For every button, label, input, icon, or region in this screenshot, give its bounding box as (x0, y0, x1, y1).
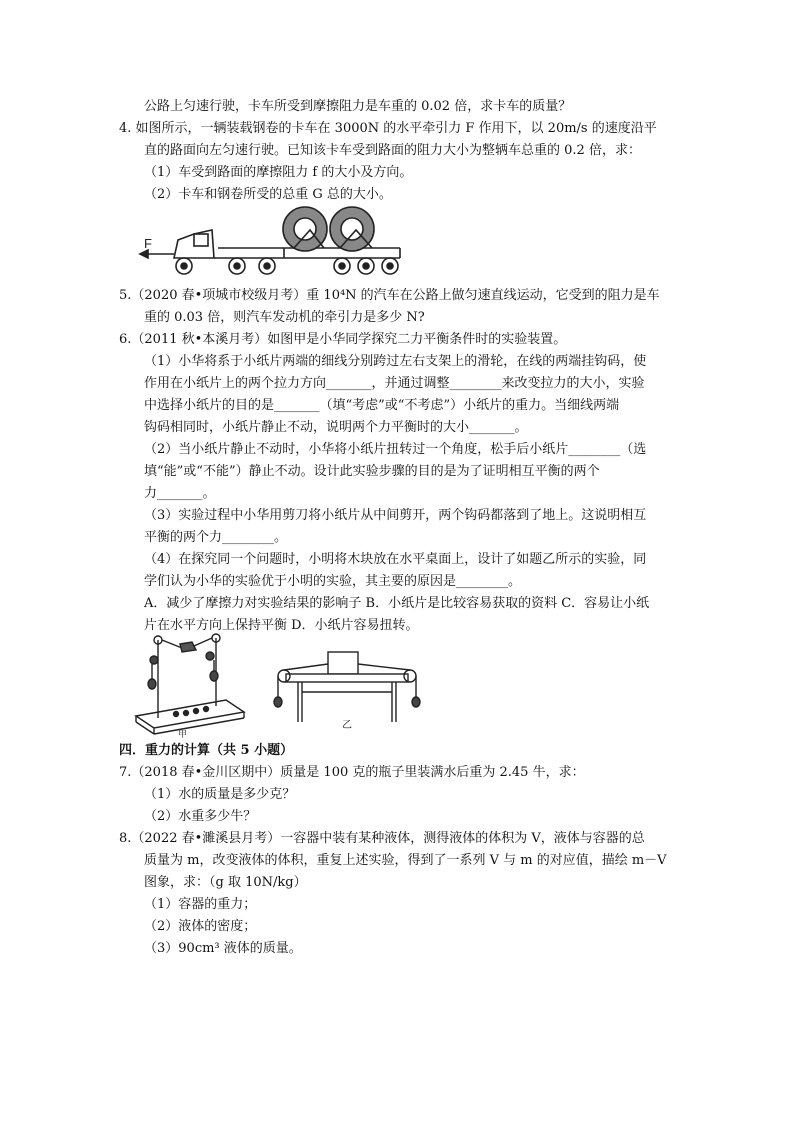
subquestion-line: （2）当小纸片静止不动时，小华将小纸片扭转过一个角度，松手后小纸片________（选 (144, 442, 647, 457)
subquestion-line: （2）液体的密度； (144, 919, 257, 934)
subquestion-line: （2）卡车和钢卷所受的总重 G 总的大小。 (144, 187, 392, 202)
text-line: 平衡的两个力________。 (144, 530, 288, 545)
question-4-line: 4. 如图所示，一辆装载钢卷的卡车在 3000N 的水平牵引力 F 作用下，以 20m/s 的速度沿平 (119, 121, 657, 136)
text-line: 图象，求：（g 取 10N/kg） (144, 875, 307, 890)
subquestion-line: （3）实验过程中小华用剪刀将小纸片从中间剪开，两个钩码都落到了地上。这说明相互 (144, 508, 647, 523)
subquestion-line: （1）容器的重力； (144, 897, 257, 912)
question-8-line: 8.（2022 春•濉溪县月考）一容器中装有某种液体，测得液体的体积为 V，液体与容器的总 (119, 831, 645, 846)
options-line: A．减少了摩擦力对实验结果的影响子 B．小纸片是比较容易获取的资料 C．容易让小纸 (144, 596, 650, 611)
text-line: 中选择小纸片的目的是_______（填“考虑”或“不考虑”）小纸片的重力。当细线两端 (144, 398, 620, 413)
subquestion-line: （1）小华将系于小纸片两端的细线分别跨过左右支架上的滑轮，在线的两端挂钩码，使 (144, 354, 647, 369)
subquestion-line: （3）90cm³ 液体的质量。 (144, 941, 302, 956)
section-heading: 四．重力的计算（共 5 小题） (119, 743, 294, 758)
question-5-line: 5.（2020 春•项城市校级月考）重 10⁴N 的汽车在公路上做匀速直线运动，它受到的阻力是车 (119, 288, 660, 303)
text-line: 力_______。 (144, 486, 216, 501)
subquestion-line: （1）水的质量是多少克？ (144, 787, 296, 802)
figure-yi-label: 乙 (342, 720, 352, 730)
figure-yi-apparatus (272, 640, 422, 730)
text-line: 作用在小纸片上的两个拉力方向_______，并通过调整________来改变拉力的大小，实验 (144, 376, 645, 391)
question-6-line: 6.（2011 秋•本溪月考）如图甲是小华同学探究二力平衡条件时的实验装置。 (119, 332, 567, 347)
text-line: 直的路面向左匀速行驶。已知该卡车受到路面的阻力大小为整辆车总重的 0.2 倍，求： (144, 143, 641, 158)
text-line: 学们认为小华的实验优于小明的实验，其主要的原因是________。 (144, 574, 522, 589)
text-line: 重的 0.03 倍，则汽车发动机的牵引力是多少 N? (144, 310, 425, 325)
text-line: 钩码相同时，小纸片静止不动，说明两个力平衡时的大小_______。 (144, 420, 528, 435)
truck-figure (134, 204, 414, 284)
subquestion-line: （2）水重多少牛？ (144, 809, 257, 824)
figure-jia-apparatus (130, 626, 250, 738)
text-line: 质量为 m，改变液体的体积，重复上述实验，得到了一系列 V 与 m 的对应值，描绘 m－V (144, 853, 667, 868)
text-line: 填“能”或“不能”）静止不动。设计此实验步骤的目的是为了证明相互平衡的两个 (144, 464, 600, 479)
subquestion-line: （1）车受到路面的摩擦阻力 f 的大小及方向。 (144, 165, 413, 180)
subquestion-line: （4）在探究同一个问题时，小明将木块放在水平桌面上，设计了如题乙所示的实验，同 (144, 552, 647, 567)
options-line: 片在水平方向上保持平衡 D．小纸片容易扭转。 (144, 618, 419, 633)
figure-jia-label: 甲 (178, 730, 188, 738)
force-label: F (144, 236, 152, 251)
text-line: 公路上匀速行驶，卡车所受到摩擦阻力是车重的 0.02 倍，求卡车的质量？ (144, 99, 572, 114)
question-7-line: 7.（2018 春•金川区期中）质量是 100 克的瓶子里装满水后重为 2.45 牛，求： (119, 765, 585, 780)
